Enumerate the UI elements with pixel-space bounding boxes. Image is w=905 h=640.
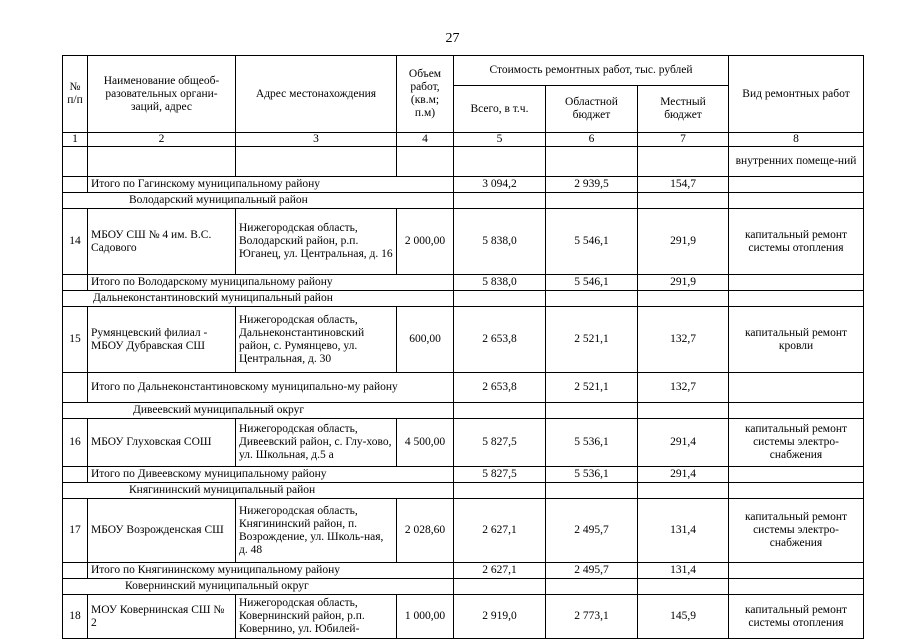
- school-address: Нижегородская область, Дальнеконстантиновский район, с. Румянцево, ул. Центральная, д. 30: [236, 307, 397, 373]
- district-name: Княгининский муниципальный район: [63, 483, 454, 499]
- cost-local: 132,7: [638, 307, 729, 373]
- total-label: Итого по Володарскому муниципальному району: [88, 275, 454, 291]
- school-address: Нижегородская область, Княгининский район, п. Возрождение, ул. Школь-ная, д. 48: [236, 499, 397, 563]
- total-regional: 5 546,1: [546, 275, 638, 291]
- work-volume: 1 000,00: [397, 595, 454, 639]
- total-local: 291,4: [638, 467, 729, 483]
- total-sum: 2 653,8: [454, 373, 546, 403]
- continued-work-type: внутренних помеще-ний: [729, 147, 864, 177]
- district-header-volodarsky: [63, 193, 864, 209]
- cost-regional: 2 495,7: [546, 499, 638, 563]
- district-name: Ковернинский муниципальный округ: [63, 579, 454, 595]
- table-row: [63, 209, 864, 275]
- page-number: 27: [445, 31, 460, 46]
- district-name: Володарский муниципальный район: [63, 193, 454, 209]
- work-volume: 2 000,00: [397, 209, 454, 275]
- cost-local: 145,9: [638, 595, 729, 639]
- table-row: [63, 307, 864, 373]
- col-index-6: 6: [546, 133, 638, 147]
- row-num: 17: [63, 499, 88, 563]
- col-index-3: 3: [236, 133, 397, 147]
- col-index-4: 4: [397, 133, 454, 147]
- school-address: Нижегородская область, Ковернинский район, р.п. Ковернино, ул. Юбилей-: [236, 595, 397, 639]
- cost-local: 291,4: [638, 419, 729, 467]
- header-num: № п/п: [63, 56, 88, 133]
- cost-total: 2 653,8: [454, 307, 546, 373]
- cost-total: 2 919,0: [454, 595, 546, 639]
- district-header-diveevsky: [63, 403, 864, 419]
- district-header-dalnekonstantinovsky: [63, 291, 864, 307]
- continued-row: [63, 147, 864, 177]
- cost-regional: 5 536,1: [546, 419, 638, 467]
- school-address: Нижегородская область, Володарский район, р.п. Юганец, ул. Центральная, д. 16: [236, 209, 397, 275]
- total-local: 131,4: [638, 563, 729, 579]
- col-index-5: 5: [454, 133, 546, 147]
- cost-regional: 2 773,1: [546, 595, 638, 639]
- total-local: 154,7: [638, 177, 729, 193]
- header-work-type: Вид ремонтных работ: [729, 56, 864, 133]
- repair-works-table: [62, 55, 864, 639]
- total-local: 291,9: [638, 275, 729, 291]
- row-num: 16: [63, 419, 88, 467]
- work-type: капитальный ремонт системы отопления: [729, 209, 864, 275]
- cost-total: 5 838,0: [454, 209, 546, 275]
- col-index-2: 2: [88, 133, 236, 147]
- district-header-knyagininsky: [63, 483, 864, 499]
- school-name: МБОУ СШ № 4 им. В.С. Садового: [88, 209, 236, 275]
- total-row-volodarsky: [63, 275, 864, 291]
- total-row-diveevsky: [63, 467, 864, 483]
- total-row-knyagininsky: [63, 563, 864, 579]
- total-regional: 5 536,1: [546, 467, 638, 483]
- total-label: Итого по Гагинскому муниципальному району: [88, 177, 454, 193]
- cost-regional: 5 546,1: [546, 209, 638, 275]
- col-index-7: 7: [638, 133, 729, 147]
- cost-local: 291,9: [638, 209, 729, 275]
- school-address: Нижегородская область, Дивеевский район, с. Глу-хово, ул. Школьная, д.5 а: [236, 419, 397, 467]
- work-volume: 600,00: [397, 307, 454, 373]
- school-name: МОУ Ковернинская СШ № 2: [88, 595, 236, 639]
- header-cost-group: Стоимость ремонтных работ, тыс. рублей: [454, 56, 729, 86]
- district-name: Дивеевский муниципальный округ: [63, 403, 454, 419]
- district-name: Дальнеконстантиновский муниципальный район: [63, 291, 454, 307]
- row-num: 15: [63, 307, 88, 373]
- table-row: [63, 595, 864, 639]
- header-total: Всего, в т.ч.: [454, 86, 546, 133]
- school-name: МБОУ Глуховская СОШ: [88, 419, 236, 467]
- row-num: 14: [63, 209, 88, 275]
- work-type: капитальный ремонт системы электро-снабжения: [729, 419, 864, 467]
- cost-regional: 2 521,1: [546, 307, 638, 373]
- header-name: Наименование общеоб-разовательных органи-заций, адрес: [88, 56, 236, 133]
- work-type: капитальный ремонт кровли: [729, 307, 864, 373]
- work-type: капитальный ремонт системы электро-снабжения: [729, 499, 864, 563]
- header-regional: Областной бюджет: [546, 86, 638, 133]
- cost-local: 131,4: [638, 499, 729, 563]
- work-volume: 4 500,00: [397, 419, 454, 467]
- total-row-gaginsky: [63, 177, 864, 193]
- cost-total: 2 627,1: [454, 499, 546, 563]
- work-type: капитальный ремонт системы отопления: [729, 595, 864, 639]
- total-regional: 2 939,5: [546, 177, 638, 193]
- row-num: 18: [63, 595, 88, 639]
- header-local: Местный бюджет: [638, 86, 729, 133]
- total-row-dalnekonstantinovsky: [63, 373, 864, 403]
- total-label: Итого по Дивеевскому муниципальному району: [88, 467, 454, 483]
- header-volume: Объем работ, (кв.м; п.м): [397, 56, 454, 133]
- col-index-8: 8: [729, 133, 864, 147]
- total-sum: 5 827,5: [454, 467, 546, 483]
- total-sum: 5 838,0: [454, 275, 546, 291]
- total-regional: 2 521,1: [546, 373, 638, 403]
- school-name: Румянцевский филиал - МБОУ Дубравская СШ: [88, 307, 236, 373]
- total-regional: 2 495,7: [546, 563, 638, 579]
- total-label: Итого по Дальнеконстантиновскому муниципально-му району: [88, 373, 454, 403]
- table-row: [63, 419, 864, 467]
- header-address: Адрес местонахождения: [236, 56, 397, 133]
- total-sum: 3 094,2: [454, 177, 546, 193]
- total-local: 132,7: [638, 373, 729, 403]
- header-row-1: [63, 56, 864, 86]
- column-index-row: [63, 133, 864, 147]
- school-name: МБОУ Возрожденская СШ: [88, 499, 236, 563]
- total-sum: 2 627,1: [454, 563, 546, 579]
- cost-total: 5 827,5: [454, 419, 546, 467]
- table-row: [63, 499, 864, 563]
- col-index-1: 1: [63, 133, 88, 147]
- total-label: Итого по Княгининскому муниципальному району: [88, 563, 454, 579]
- work-volume: 2 028,60: [397, 499, 454, 563]
- district-header-koverninsky: [63, 579, 864, 595]
